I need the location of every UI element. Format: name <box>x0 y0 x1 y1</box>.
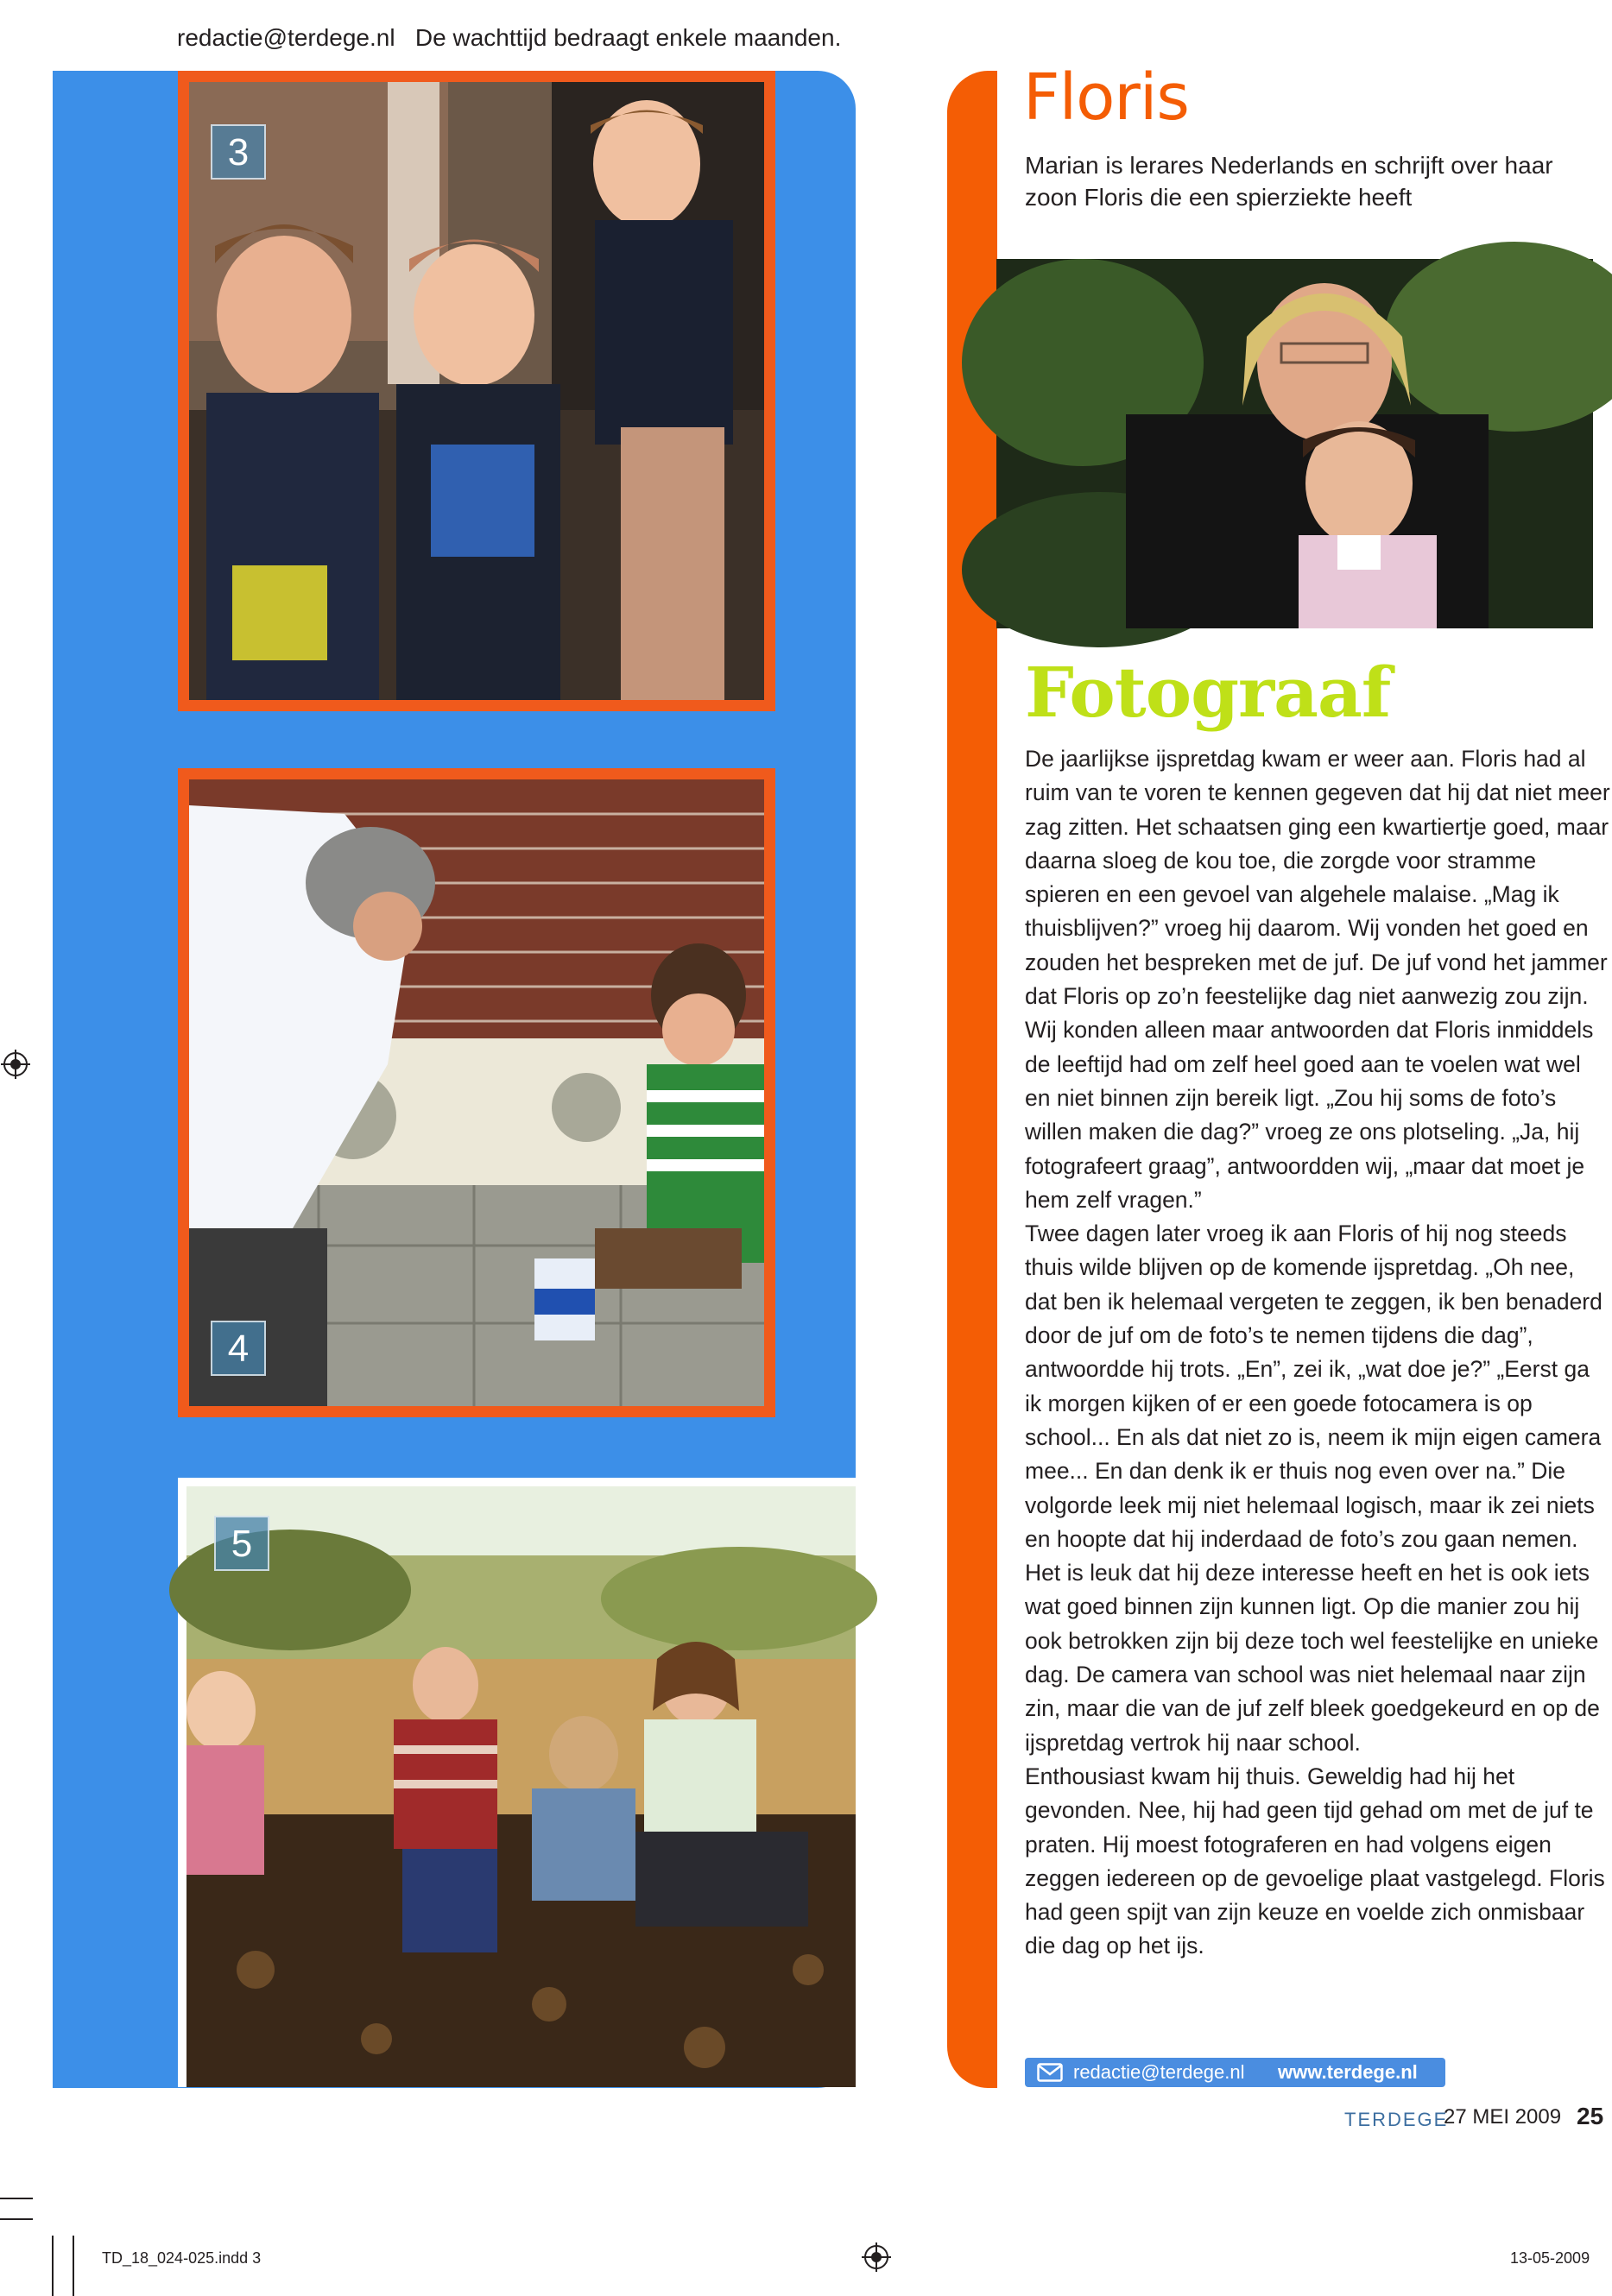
print-slug-file: TD_18_024-025.indd 3 <box>102 2249 262 2267</box>
article-paragraph: De jaarlijkse ijspretdag kwam er weer aan. Floris had al ruim van te voren te kennen gegeven dat hij dat niet meer zag zitten. Het schaatsen ging een kwartiertje goed, maar daarna sloeg de kou toe, die zorgde voor stramme spieren en een gevoel van algehele malaise. „Mag ik thuisblijven?” vroeg hij daarom. Wij vonden het goed en zouden het bespreken met de juf. De juf vond het jammer dat Floris op zo’n feestelijke dag niet aanwezig zou zijn. Wij konden alleen maar antwoorden dat Floris inmiddels de leeftijd had om zelf heel goed aan te voelen wat wel en niet binnen zijn bereik ligt. „Zou hij soms de foto’s willen maken die dag?” vroeg ze ons plotseling. „Ja, hij fotografeert graag”, antwoordden wij, „maar dat moet je hem zelf vragen.” <box>1025 746 1610 1213</box>
article-paragraph: Twee dagen later vroeg ik aan Floris of hij nog steeds thuis wilde blijven op de komende ijspretdag. „Oh nee, dat ben ik helemaal vergeten te zeggen, ik ben benaderd door de juf om de foto’s te nemen tijdens die dag”, antwoordde hij trots. „En”, zei ik, „wat doe je?” „Eerst ga ik morgen kijken of er een goede fotocamera is op school... En als dat niet zo is, neem ik mijn eigen camera mee... En dan denk ik er thuis nog even over na.” Die volgorde leek mij niet helemaal logisch, maar ik zei niets en hoopte dat hij inderdaad de foto’s zou gaan nemen. Het is leuk dat hij deze interesse heeft en het is ook iets wat goed binnen zijn kunnen ligt. Op die manier zou hij ook betrokken zijn bij deze toch wel feestelijke en unieke dag. De camera van school was niet helemaal naar zijn zin, maar die van de juf zelf bleek goedgekeurd en op de ijspretdag vertrok hij naar school. <box>1025 1221 1603 1756</box>
crop-mark <box>0 2218 33 2220</box>
photo-4-frame <box>178 768 775 1417</box>
contact-bar <box>1025 2058 1445 2087</box>
crop-mark <box>0 2198 33 2199</box>
article-body <box>1025 742 1612 1964</box>
crop-mark <box>73 2236 74 2296</box>
author-portrait <box>996 259 1593 628</box>
author-portrait-image <box>996 259 1593 628</box>
registration-mark-icon <box>862 2242 891 2272</box>
photo-3-image <box>189 82 764 700</box>
registration-mark-icon <box>1 1050 30 1079</box>
page-number: 25 <box>1577 2103 1604 2129</box>
article-paragraph: Enthousiast kwam hij thuis. Geweldig had hij het gevonden. Nee, hij had geen tijd gehad om met de juf te praten. Hij moest fotograferen en had volgens eigen zeggen iedereen op de gevoelige plaat vastgelegd. Floris had geen spijt van zijn keuze en voelde zich onmisbaar die dag op het ijs. <box>1025 1763 1605 1959</box>
article-title: Fotograaf <box>1025 652 1391 733</box>
photo-3 <box>189 82 764 700</box>
contact-email-link[interactable]: redactie@terdege.nl <box>1073 2061 1245 2083</box>
photo-5-frame <box>178 1478 856 2087</box>
photo-number-badge: 4 <box>211 1321 266 1376</box>
photo-5-image <box>186 1486 856 2087</box>
column-subtitle: Marian is lerares Nederlands en schrijft over haar zoon Floris die een spierziekte heeft <box>1025 152 1553 211</box>
footer-publication: TERDEGE <box>1344 2109 1449 2130</box>
footer-date: 27 MEI 2009 <box>1444 2105 1562 2129</box>
contact-website-link[interactable]: www.terdege.nl <box>1278 2061 1418 2083</box>
photo-4 <box>189 779 764 1406</box>
running-head: redactie@terdege.nl De wachttijd bedraagt enkele maanden. <box>177 24 842 51</box>
print-slug-date: 13-05-2009 <box>1510 2249 1590 2267</box>
crop-mark <box>52 2236 54 2296</box>
photo-number-badge: 3 <box>211 124 266 180</box>
column-title: Floris <box>1023 60 1189 135</box>
photo-4-image <box>189 779 764 1406</box>
photo-number-badge: 5 <box>214 1516 269 1571</box>
photo-5 <box>186 1486 856 2087</box>
photo-3-frame <box>178 71 775 711</box>
envelope-icon <box>1037 2063 1063 2082</box>
